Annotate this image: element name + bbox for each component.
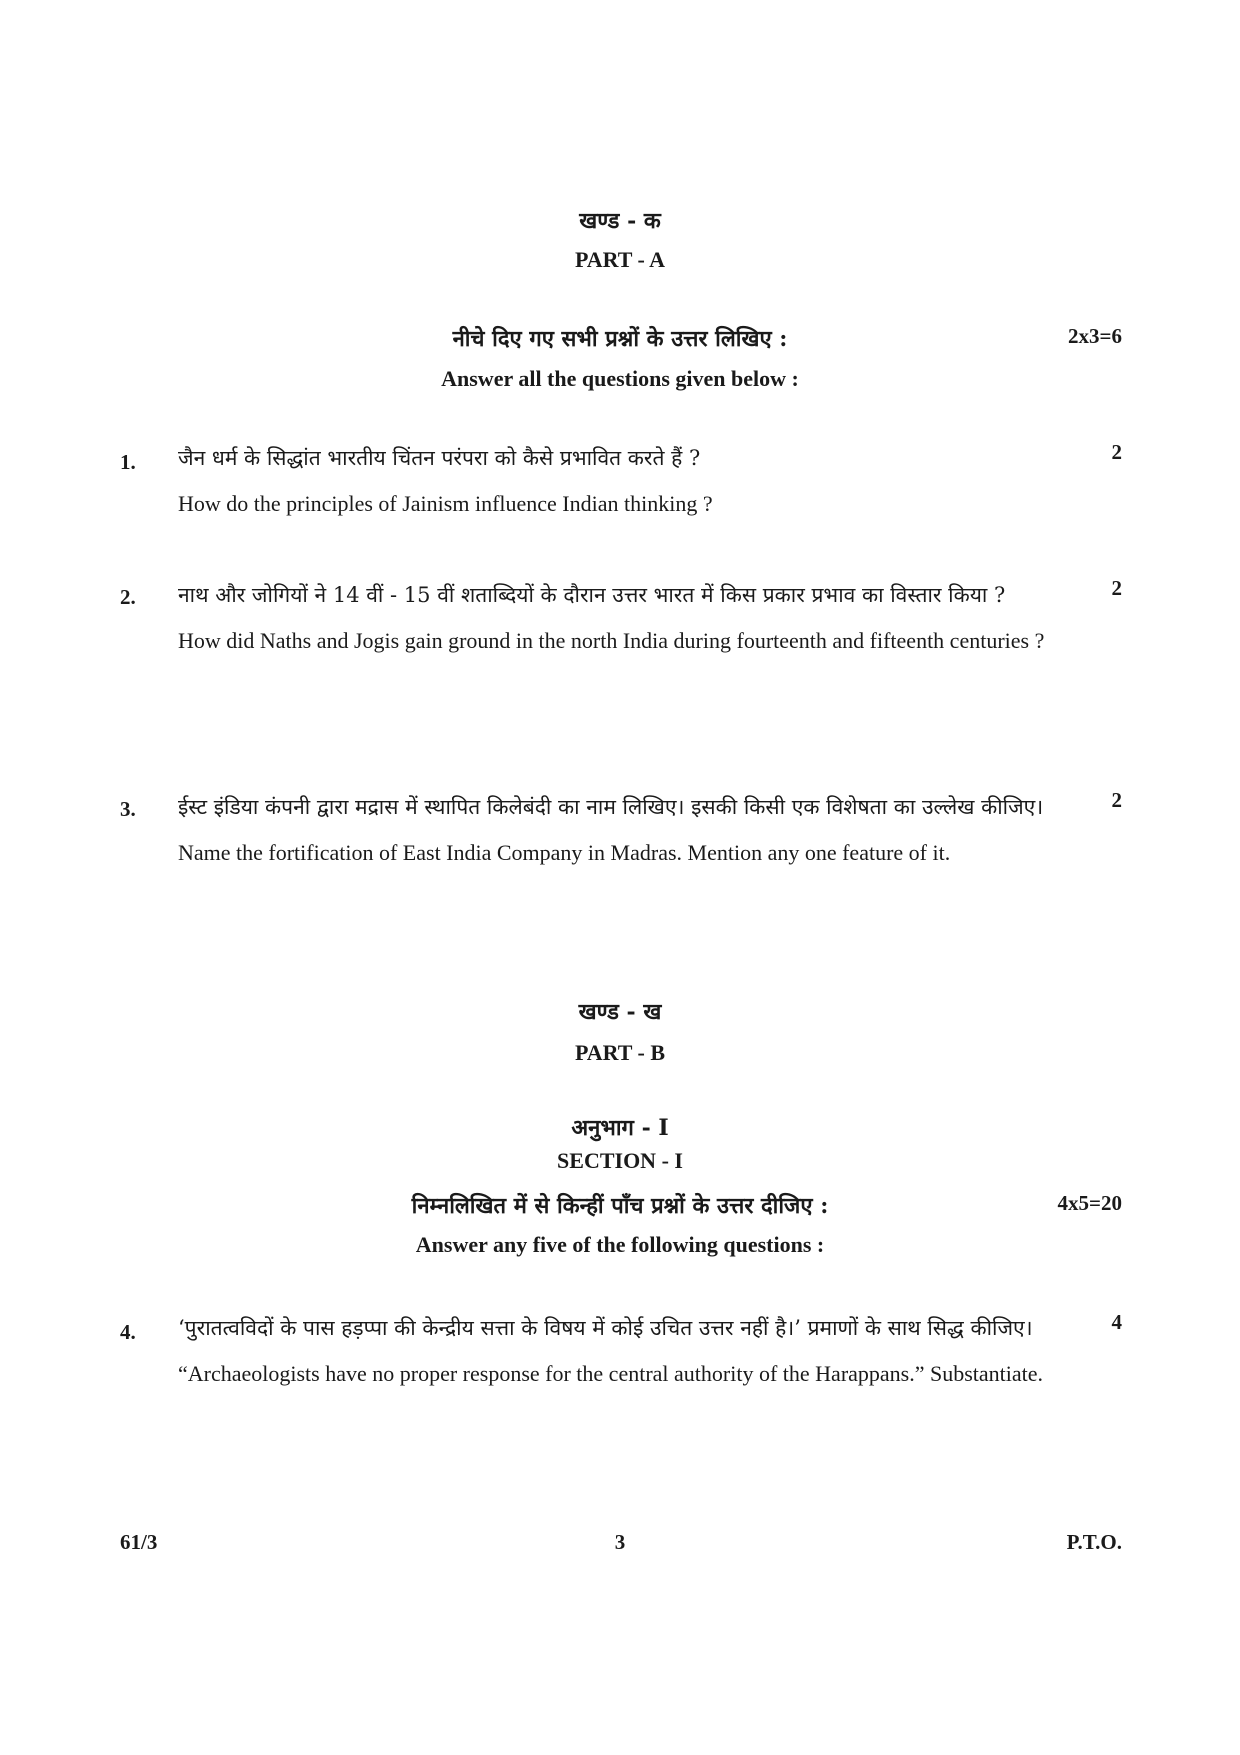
question-number: 3. (120, 797, 136, 821)
question-english-text: Name the fortification of East India Company in Madras. Mention any one feature of it. (178, 840, 951, 865)
question-3 (178, 787, 1068, 872)
question-hindi-text: ‘पुरातत्वविदों के पास हड़प्पा की केन्द्रीय सत्ता के विषय में कोई उचित उत्तर नहीं है।’ प्रमाणों के साथ सिद्ध कीजिए। (178, 1316, 1033, 1340)
part-a-marks: 2x3=6 (1068, 324, 1122, 348)
part-b-hindi-title: खण्ड - ख (578, 999, 662, 1025)
question-number: 1. (120, 450, 136, 474)
section-hindi-title: अनुभाग - I (571, 1115, 669, 1141)
part-a-instruction-english: Answer all the questions given below : (441, 366, 799, 391)
question-english-text: How did Naths and Jogis gain ground in the north India during fourteenth and fifteenth centuries ? (178, 628, 1045, 653)
question-english-text: “Archaeologists have no proper response for the central authority of the Harappans.” Substantiate. (178, 1361, 1044, 1386)
question-hindi-text: जैन धर्म के सिद्धांत भारतीय चिंतन परंपरा को कैसे प्रभावित करते हैं ? (178, 446, 701, 470)
question-marks: 4 (1111, 1310, 1122, 1334)
footer-pto: P.T.O. (1066, 1530, 1122, 1554)
part-a-english-title: PART - A (574, 247, 666, 272)
question-marks: 2 (1111, 788, 1122, 812)
question-hindi-text: नाथ और जोगियों ने 14 वीं - 15 वीं शताब्दियों के दौरान उत्तर भारत में किस प्रकार प्रभाव का विस्तार किया ? (178, 583, 1006, 607)
part-a-hindi-title: खण्ड - क (579, 208, 661, 234)
question-2 (178, 575, 1068, 660)
part-b-marks: 4x5=20 (1057, 1191, 1122, 1215)
question-marks: 2 (1111, 576, 1122, 600)
part-a-instruction-hindi: नीचे दिए गए सभी प्रश्नों के उत्तर लिखिए : (452, 326, 788, 352)
section-english-title: SECTION - I (557, 1148, 683, 1173)
question-1 (178, 438, 1068, 523)
footer-paper-code: 61/3 (120, 1530, 158, 1554)
question-hindi-text: ईस्ट इंडिया कंपनी द्वारा मद्रास में स्थापित किलेबंदी का नाम लिखिए। इसकी किसी एक विशेषता का उल्लेख कीजिए। (178, 795, 1044, 819)
question-number: 2. (120, 585, 136, 609)
question-marks: 2 (1111, 440, 1122, 464)
question-number: 4. (120, 1320, 136, 1344)
question-english-text: How do the principles of Jainism influence Indian thinking ? (178, 491, 713, 516)
footer-page-number: 3 (614, 1530, 626, 1554)
part-b-instruction-english: Answer any five of the following questions : (415, 1232, 825, 1257)
part-b-instruction-hindi: निम्नलिखित में से किन्हीं पाँच प्रश्नों के उत्तर दीजिए : (411, 1193, 829, 1219)
part-b-english-title: PART - B (574, 1040, 666, 1065)
question-4 (178, 1308, 1068, 1393)
